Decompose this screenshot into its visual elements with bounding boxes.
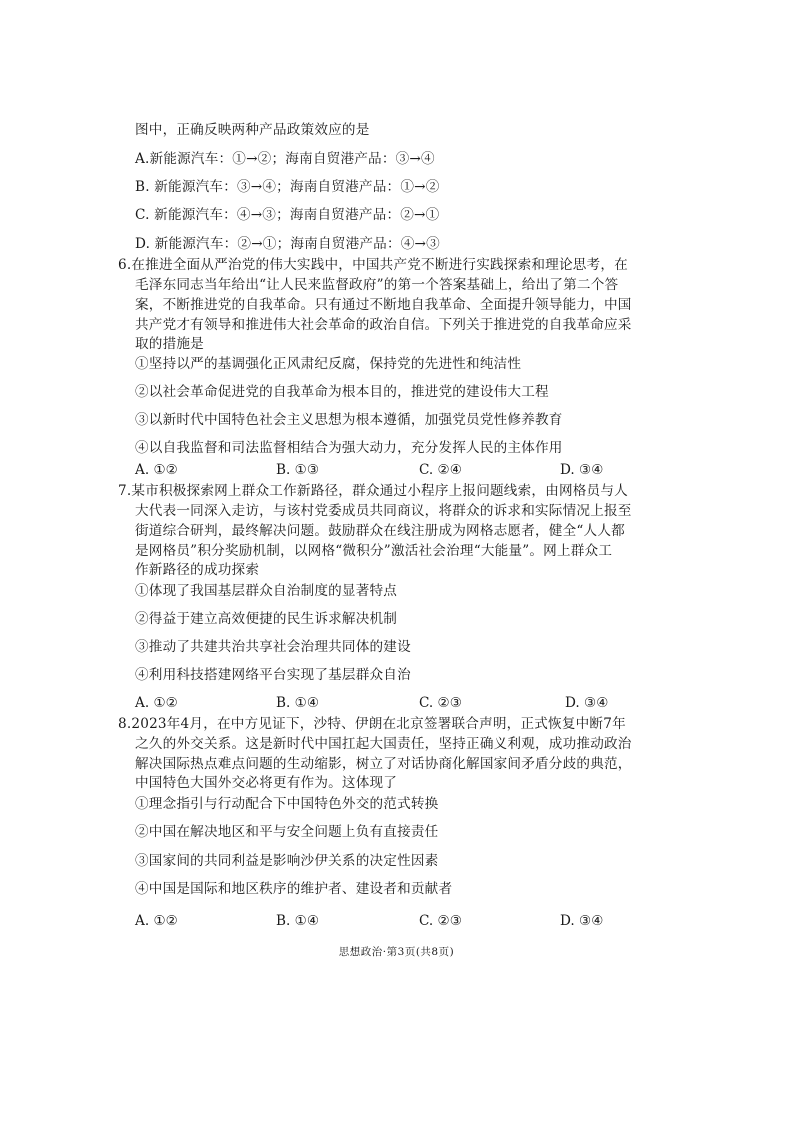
q6-stem-line: 毛泽东同志当年给出“让人民来监督政府”的第一个答案基础上，给出了第二个答 [135,277,619,293]
q8-item-4: ④中国是国际和地区秩序的维护者、建设者和贡献者 [135,881,453,897]
q6-item-3: ③以新时代中国特色社会主义思想为根本遵循，加强党员党性修养教育 [135,412,563,428]
q5-option-a: A.新能源汽车：①→②；海南自贸港产品：③→④ [135,151,435,167]
q5-option-b: B. 新能源汽车：③→④；海南自贸港产品：①→② [135,179,440,195]
q7-item-2: ②得益于建立高效便捷的民生诉求解决机制 [135,611,398,627]
q8-choice-b: B. ①④ [276,913,320,929]
q7-choice-c: C. ②③ [419,695,462,711]
q6-stem-line: 共产党才有领导和推进伟大社会革命的政治自信。下列关于推进党的自我革命应采 [135,317,632,333]
q8-item-3: ③国家间的共同利益是影响沙伊关系的决定性因素 [135,853,439,869]
q8-choice-a: A. ①② [135,913,178,929]
q6-choice-c: C. ②④ [419,462,462,478]
q6-choice-a: A. ①② [135,462,178,478]
q8-stem-line: 之久的外交关系。这是新时代中国扛起大国责任，坚持正确义利观，成功推动政治 [135,736,632,752]
q6-stem-line: 案，不断推进党的自我革命。只有通过不断地自我革命、全面提升领导能力，中国 [135,297,632,313]
q5-option-d: D. 新能源汽车：②→①；海南自贸港产品：④→③ [135,236,440,252]
q7-stem-line: 大代表一同深入走访，与该村党委成员共同商议，将群众的诉求和实际情况上报至 [135,503,632,519]
q7-choice-b: B. ①④ [276,695,320,711]
q5-option-c: C. 新能源汽车：④→③；海南自贸港产品：②→① [135,207,440,223]
q7-choice-d: D. ③④ [565,695,609,711]
q7-stem-line: 7.某市积极探索网上群众工作新路径，群众通过小程序上报问题线索，由网格员与人 [118,483,628,499]
q8-stem-line: 8.2023年4月，在中方见证下，沙特、伊朗在北京签署联合声明，正式恢复中断7年 [118,716,626,732]
q6-choices [0,461,793,479]
q8-stem-line: 解决国际热点难点问题的生动缩影，树立了对话协商化解国家间矛盾分歧的典范， [135,756,632,772]
q7-item-1: ①体现了我国基层群众自治制度的显著特点 [135,583,398,599]
q6-item-1: ①坚持以严的基调强化正风肃纪反腐，保持党的先进性和纯洁性 [135,356,522,372]
q8-choice-c: C. ②③ [419,913,462,929]
page-footer: 思想政治·第3页(共8页) [338,946,455,958]
q8-choice-d: D. ③④ [560,913,604,929]
q7-item-3: ③推动了共建共治共享社会治理共同体的建设 [135,639,411,655]
q7-item-4: ④利用科技搭建网络平台实现了基层群众自治 [135,667,411,683]
q8-choices [0,912,793,930]
q8-stem-line: 中国特色大国外交必将更有作为。这体现了 [135,775,398,791]
q6-choice-b: B. ①③ [276,462,320,478]
q7-stem-line: 作新路径的成功探索 [135,562,260,578]
q6-stem-line: 取的措施是 [135,336,204,352]
q7-choice-a: A. ①② [135,695,178,711]
q7-stem-line: 街道综合研判，最终解决问题。鼓励群众在线注册成为网格志愿者，健全“人人都 [135,523,625,539]
q8-item-1: ①理念指引与行动配合下中国特色外交的范式转换 [135,796,439,812]
q8-item-2: ②中国在解决地区和平与安全问题上负有直接责任 [135,824,439,840]
q6-choice-d: D. ③④ [560,462,604,478]
q5-stem: 图中，正确反映两种产品政策效应的是 [135,122,370,138]
q6-stem-line: 6.在推进全面从严治党的伟大实践中，中国共产党不断进行实践探索和理论思考，在 [118,257,628,273]
q6-item-4: ④以自我监督和司法监督相结合为强大动力，充分发挥人民的主体作用 [135,440,563,456]
q7-choices [0,694,793,712]
q7-stem-line: 是网格员”积分奖励机制，以网格“微积分”激活社会治理“大能量”。网上群众工 [135,543,613,559]
q6-item-2: ②以社会革命促进党的自我革命为根本目的，推进党的建设伟大工程 [135,384,549,400]
